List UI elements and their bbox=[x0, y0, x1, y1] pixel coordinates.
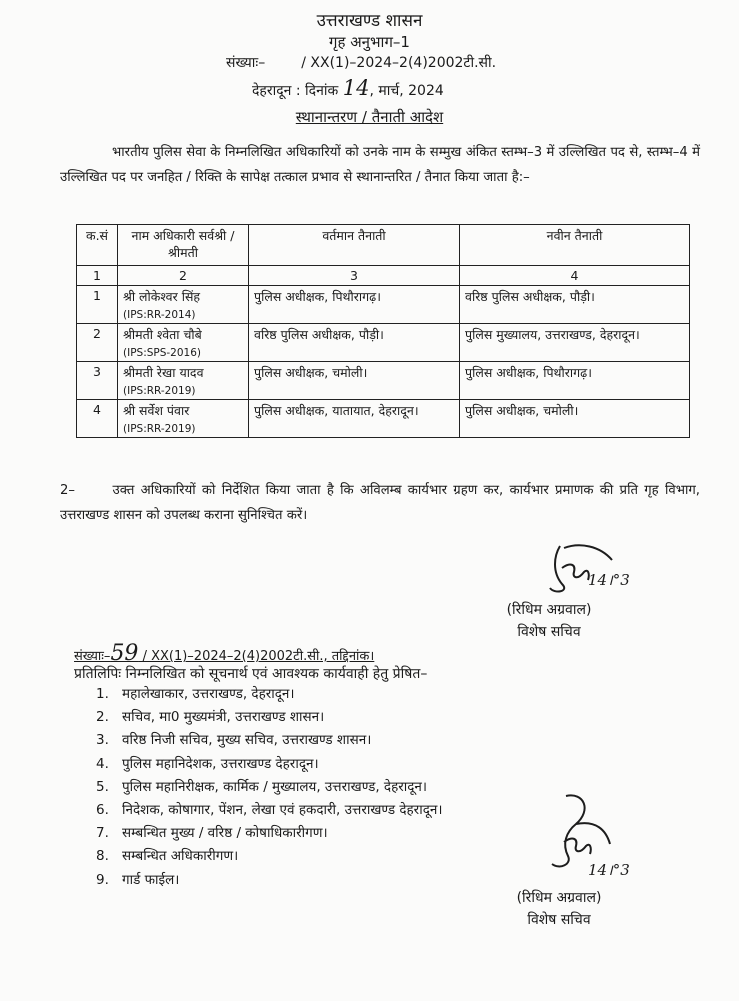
date-suffix: , मार्च, 2024 bbox=[369, 83, 444, 99]
col-number: 1 bbox=[77, 266, 118, 286]
section-name: गृह अनुभाग–1 bbox=[329, 33, 410, 51]
transfer-table bbox=[76, 224, 690, 438]
signature-scribble bbox=[540, 538, 620, 600]
new-posting: पुलिस अधीक्षक, पिथौरागढ़। bbox=[460, 362, 690, 400]
list-item: 5. पुलिस महानिरीक्षक, कार्मिक / मुख्यालय, उत्तराखण्ड, देहरादून। bbox=[96, 778, 428, 795]
list-item: 1. महालेखाकार, उत्तराखण्ड, देहरादून। bbox=[96, 686, 295, 702]
table-row bbox=[77, 324, 690, 362]
reference-number bbox=[226, 53, 496, 72]
table-header-row bbox=[77, 225, 690, 266]
copy-ref-prefix: संख्याः– bbox=[74, 649, 111, 664]
col-number: 3 bbox=[249, 266, 460, 286]
list-item: 4. पुलिस महानिदेशक, उत्तराखण्ड देहरादून। bbox=[96, 755, 319, 772]
order-date bbox=[252, 76, 444, 100]
officer-name bbox=[118, 324, 249, 362]
order-title: स्थानान्तरण / तैनाती आदेश bbox=[295, 108, 444, 126]
officer-cadre: (IPS:RR-2019) bbox=[123, 423, 196, 435]
officer-name-text: श्री लोकेश्वर सिंह bbox=[123, 289, 201, 304]
list-item: 6. निदेशक, कोषागार, पेंशन, लेखा एवं हकदारी, उत्तराखण्ड देहरादून। bbox=[96, 801, 443, 818]
signatory-designation: विशेष सचिव bbox=[527, 912, 591, 928]
officer-name bbox=[118, 286, 249, 324]
row-sn: 3 bbox=[77, 362, 118, 400]
officer-cadre: (IPS:RR-2019) bbox=[123, 385, 196, 397]
header-name: नाम अधिकारी सर्वश्री / श्रीमती bbox=[118, 225, 249, 266]
copy-recipient-list bbox=[96, 684, 442, 893]
date-prefix: देहरादून : दिनांक bbox=[252, 83, 339, 99]
signature-date: 14।°3 bbox=[588, 861, 630, 879]
col-number: 2 bbox=[118, 266, 249, 286]
officer-name bbox=[118, 362, 249, 400]
signatory-name: (रिधिम अग्रवाल) bbox=[516, 890, 602, 906]
current-posting: वरिष्ठ पुलिस अधीक्षक, पौड़ी। bbox=[249, 324, 460, 362]
column-number-row bbox=[77, 266, 690, 286]
col-number: 4 bbox=[460, 266, 690, 286]
signatory-designation: विशेष सचिव bbox=[517, 624, 581, 640]
officer-name-text: श्रीमती श्वेता चौबे bbox=[123, 327, 202, 342]
row-sn: 2 bbox=[77, 324, 118, 362]
date-day: 14 bbox=[342, 76, 370, 100]
order-paragraph-2: 2– उक्त अधिकारियों को निर्देशित किया जाता है कि अविलम्ब कार्यभार ग्रहण कर, कार्यभार प्रमाणक की प्रति गृह विभाग, उत्तराखण्ड शासन को उपलब्ध कराना सुनिश्चित करें। bbox=[60, 483, 705, 523]
copy-intro: प्रतिलिपिः निम्नलिखित को सूचनार्थ एवं आवश्यक कार्यवाही हेतु प्रेषित– bbox=[74, 666, 428, 682]
order-paragraph-1: भारतीय पुलिस सेवा के निम्नलिखित अधिकारियों को उनके नाम के सम्मुख अंकित स्तम्भ–3 में उल्लिखित पद से, स्तम्भ–4 में उल्लिखित पद पर जनहित / रिक्ति के सापेक्ष तत्काल प्रभाव से स्थानान्तरित / तैनात किया जाता है:– bbox=[60, 145, 700, 185]
officer-name bbox=[118, 400, 249, 438]
new-posting: वरिष्ठ पुलिस अधीक्षक, पौड़ी। bbox=[460, 286, 690, 324]
list-item: 3. वरिष्ठ निजी सचिव, मुख्य सचिव, उत्तराखण्ड शासन। bbox=[96, 732, 372, 749]
list-item: 7. सम्बन्धित मुख्य / वरिष्ठ / कोषाधिकारीगण। bbox=[96, 825, 328, 842]
officer-cadre: (IPS:RR-2014) bbox=[123, 309, 196, 321]
row-sn: 1 bbox=[77, 286, 118, 324]
ref-prefix: संख्याः– bbox=[226, 55, 266, 71]
new-posting: पुलिस अधीक्षक, चमोली। bbox=[460, 400, 690, 438]
row-sn: 4 bbox=[77, 400, 118, 438]
table-row bbox=[77, 286, 690, 324]
list-item: 9. गार्ड फाईल। bbox=[96, 871, 180, 888]
header-current-posting: वर्तमान तैनाती bbox=[249, 225, 460, 266]
current-posting: पुलिस अधीक्षक, पिथौरागढ़। bbox=[249, 286, 460, 324]
copy-reference-number bbox=[74, 641, 374, 666]
current-posting: पुलिस अधीक्षक, यातायात, देहरादून। bbox=[249, 400, 460, 438]
copy-ref-number: 59 bbox=[110, 641, 139, 666]
signature-date: 14।°3 bbox=[588, 571, 630, 589]
list-item: 8. सम्बन्धित अधिकारीगण। bbox=[96, 848, 239, 865]
copy-ref-suffix: / XX(1)–2024–2(4)2002टी.सी., तद्दिनांक। bbox=[138, 649, 375, 664]
officer-cadre: (IPS:SPS-2016) bbox=[123, 347, 201, 359]
header-sn: क.सं bbox=[77, 225, 118, 266]
list-item: 2. सचिव, मा0 मुख्यमंत्री, उत्तराखण्ड शासन। bbox=[96, 709, 325, 726]
table-row bbox=[77, 362, 690, 400]
current-posting: पुलिस अधीक्षक, चमोली। bbox=[249, 362, 460, 400]
signatory-name: (रिधिम अग्रवाल) bbox=[506, 602, 592, 618]
new-posting: पुलिस मुख्यालय, उत्तराखण्ड, देहरादून। bbox=[460, 324, 690, 362]
table-row bbox=[77, 400, 690, 438]
officer-name-text: श्रीमती रेखा यादव bbox=[123, 365, 204, 380]
officer-name-text: श्री सर्वेश पंवार bbox=[123, 403, 190, 418]
ref-code: / XX(1)–2024–2(4)2002टी.सी. bbox=[301, 55, 497, 71]
govt-name: उत्तराखण्ड शासन bbox=[316, 11, 423, 31]
header-new-posting: नवीन तैनाती bbox=[460, 225, 690, 266]
